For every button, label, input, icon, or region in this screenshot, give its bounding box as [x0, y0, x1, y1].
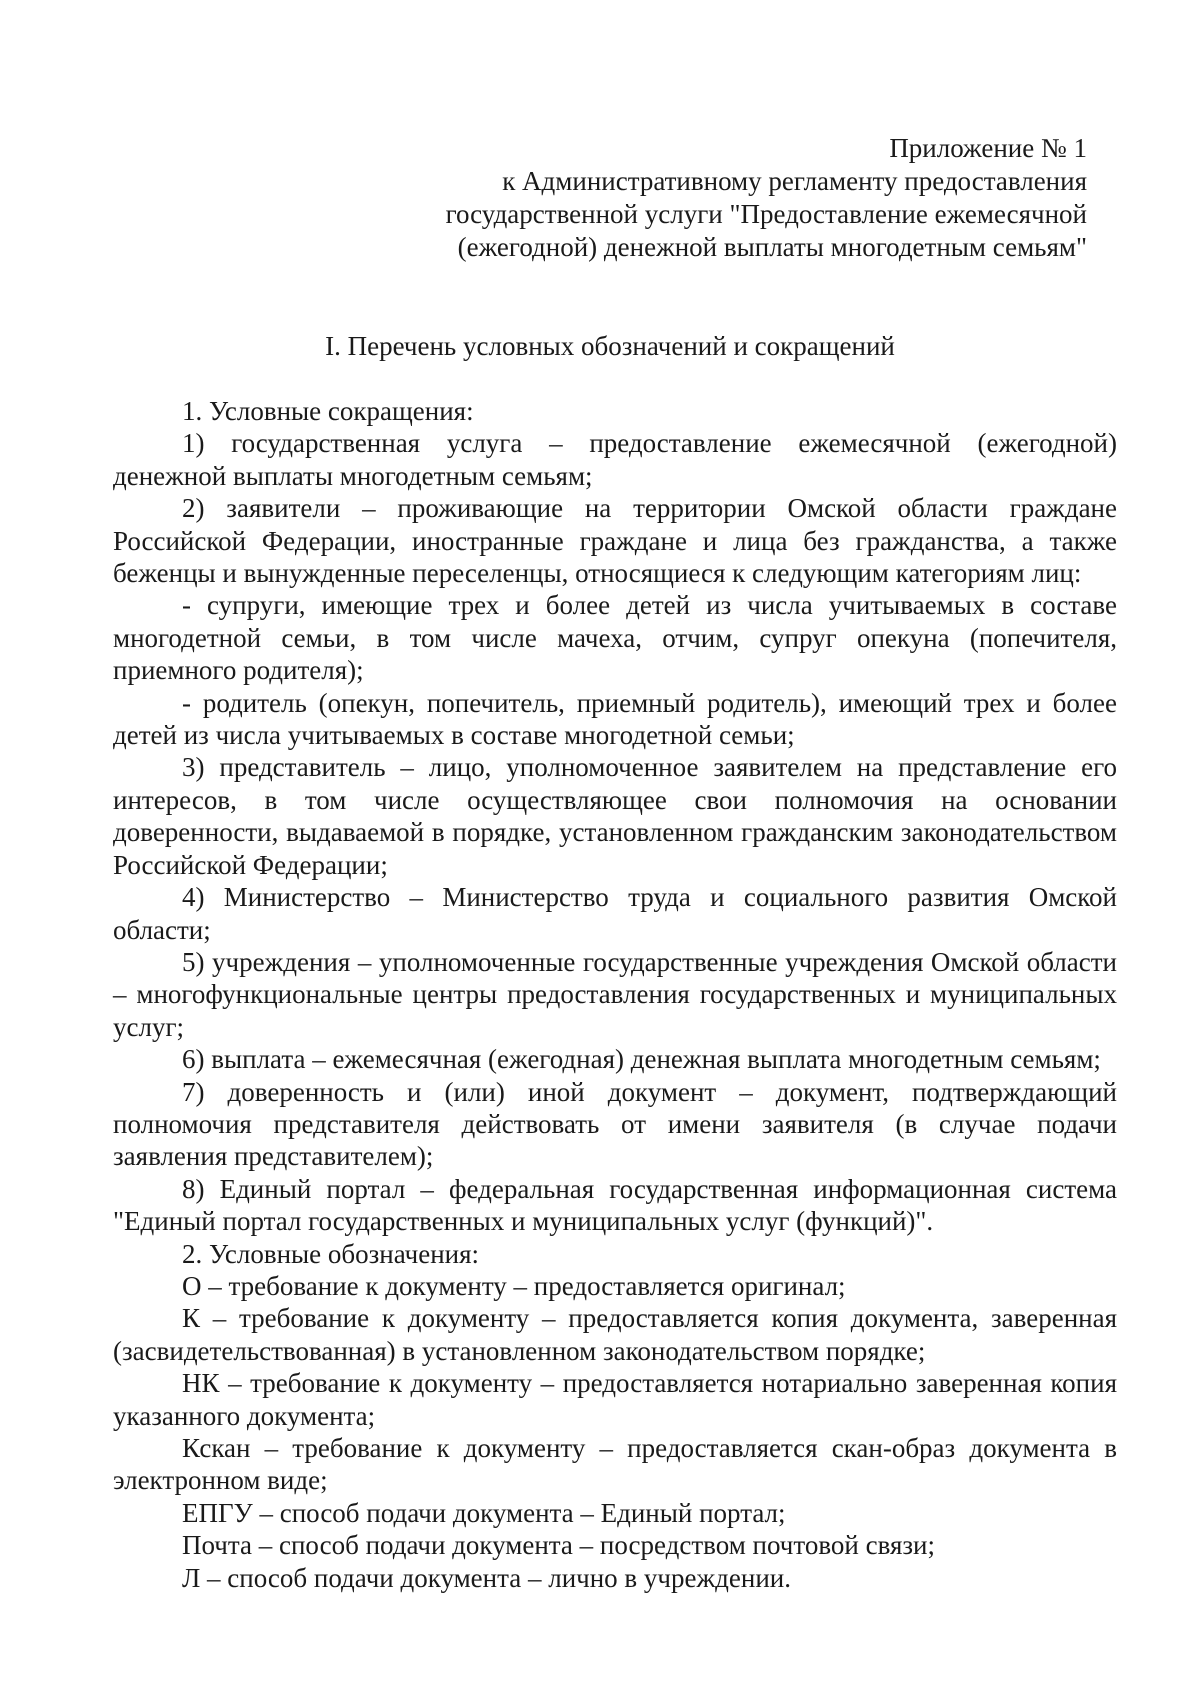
paragraph: 2) заявители – проживающие на территории Омской области граждане Российской Федерации, иностранные граждане и лица без гражданства, а также беженцы и вынужденные переселенцы, относящиеся к следующим категориям лиц:: [113, 493, 1117, 589]
appendix-reference-line: к Административному регламенту предоставления: [502, 166, 1087, 196]
paragraph: 7) доверенность и (или) иной документ – документ, подтверждающий полномочия представителя действовать от имени заявителя (в случае подачи заявления представителем);: [113, 1076, 1117, 1172]
appendix-number: Приложение № 1: [889, 133, 1087, 163]
appendix-header: [327, 132, 1087, 264]
paragraph: 6) выплата – ежемесячная (ежегодная) денежная выплата многодетным семьям;: [182, 1044, 1101, 1075]
paragraph: Кскан – требование к документу – предоставляется скан-образ документа в электронном виде;: [113, 1433, 1117, 1496]
paragraph: - супруги, имеющие трех и более детей из числа учитываемых в составе многодетной семьи, в том числе мачеха, отчим, супруг опекуна (попечителя, приемного родителя);: [113, 590, 1117, 686]
document-body: [113, 395, 1117, 1594]
appendix-reference-line: (ежегодной) денежной выплаты многодетным семьям": [457, 232, 1087, 262]
paragraph: - родитель (опекун, попечитель, приемный родитель), имеющий трех и более детей из числа учитываемых в составе многодетной семьи;: [113, 687, 1117, 751]
appendix-reference-line: государственной услуги "Предоставление ежемесячной: [445, 199, 1087, 229]
paragraph: Почта – способ подачи документа – посредством почтовой связи;: [182, 1530, 935, 1561]
paragraph: 5) учреждения – уполномоченные государственные учреждения Омской области – многофункциональные центры предоставления государственных и муниципальных услуг;: [113, 946, 1117, 1042]
paragraph: О – требование к документу – предоставляется оригинал;: [182, 1270, 846, 1301]
paragraph: 1) государственная услуга – предоставление ежемесячной (ежегодной) денежной выплаты многодетным семьям;: [113, 428, 1117, 491]
paragraph: Л – способ подачи документа – лично в учреждении.: [182, 1562, 791, 1593]
paragraph: 2. Условные обозначения:: [182, 1238, 480, 1269]
paragraph: 4) Министерство – Министерство труда и социального развития Омской области;: [113, 882, 1117, 945]
paragraph: 8) Единый портал – федеральная государственная информационная система "Единый портал государственных и муниципальных услуг (функций)".: [113, 1173, 1117, 1237]
paragraph: К – требование к документу – предоставляется копия документа, заверенная (засвидетельствованная) в установленном законодательством порядке;: [113, 1303, 1117, 1366]
paragraph: 3) представитель – лицо, уполномоченное заявителем на представление его интересов, в том числе осуществляющее свои полномочия на основании доверенности, выдаваемой в порядке, установленном гражданским законодательством Российской Федерации;: [113, 752, 1117, 880]
paragraph: ЕПГУ – способ подачи документа – Единый портал;: [182, 1497, 786, 1528]
paragraph: 1. Условные сокращения:: [182, 396, 474, 426]
section-title: I. Перечень условных обозначений и сокращений: [325, 331, 895, 361]
paragraph: НК – требование к документу – предоставляется нотариально заверенная копия указанного документа;: [113, 1368, 1117, 1431]
